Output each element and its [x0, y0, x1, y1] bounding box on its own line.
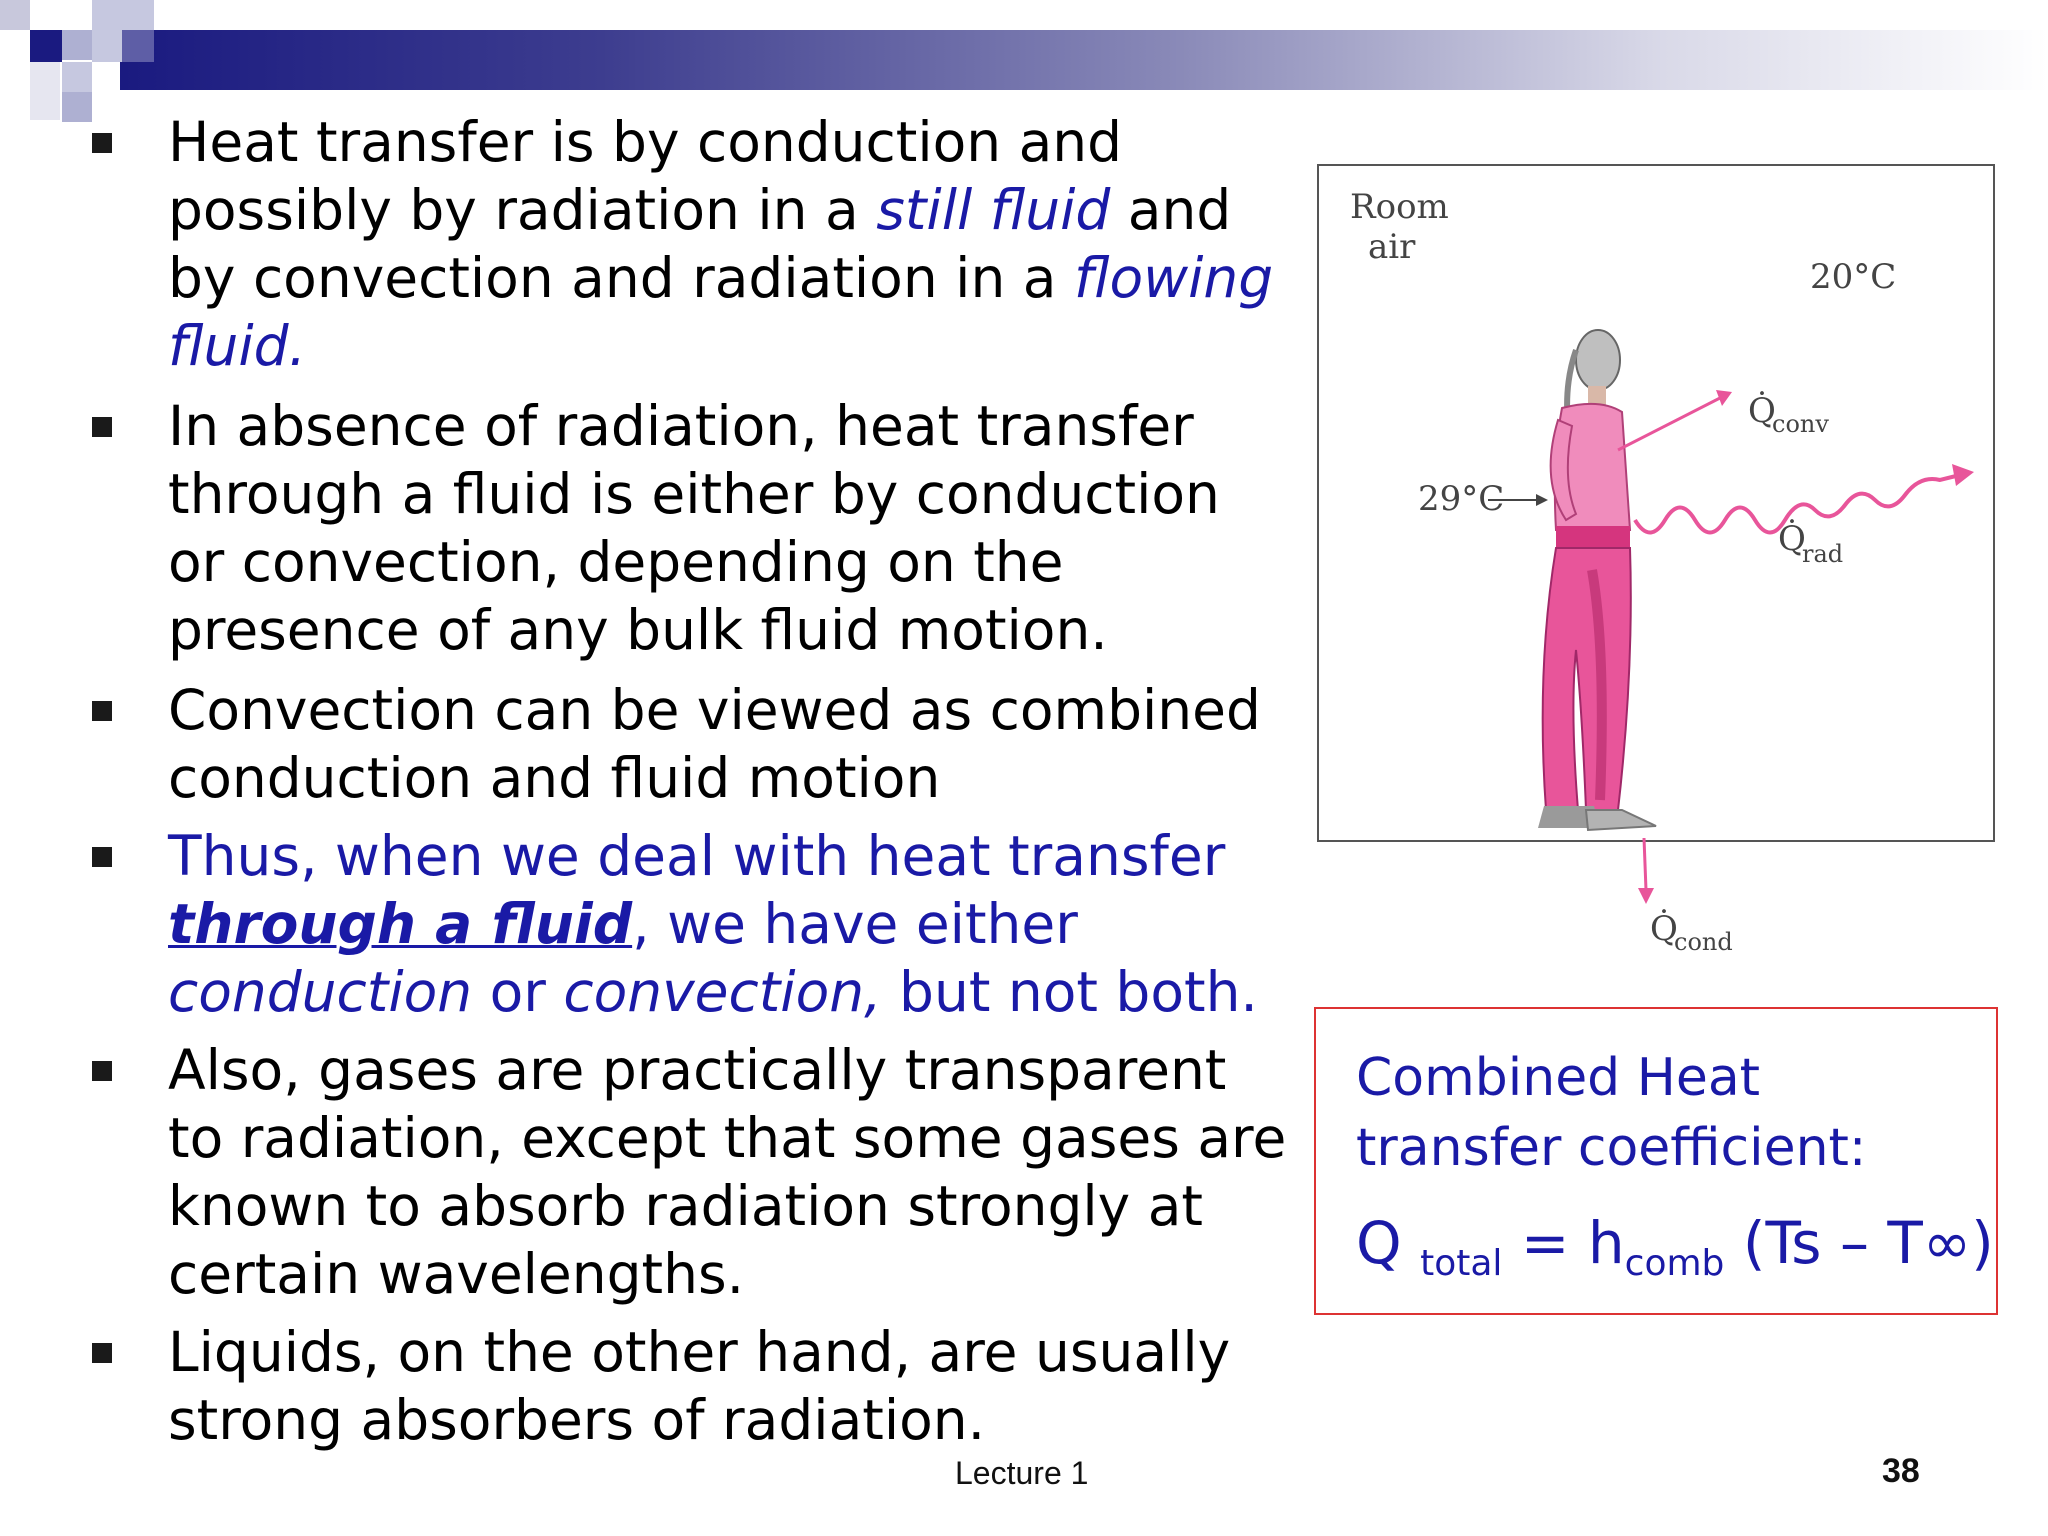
decor-square — [30, 62, 60, 120]
emphasis-text: convection, — [563, 960, 882, 1024]
bullet-text: and by convection and radiation in a — [168, 178, 1232, 310]
eq-h-sub: comb — [1624, 1243, 1725, 1284]
page-number: 38 — [1882, 1452, 1920, 1490]
decor-square — [30, 30, 62, 62]
bullet-text: Liquids, on the other hand, are usually strong absorbers of radiation. — [168, 1320, 1231, 1452]
bullet-text: Convection can be viewed as combined conduction and fluid motion — [168, 678, 1261, 810]
decor-square — [62, 62, 92, 92]
combined-title-line: transfer coefficient: — [1356, 1118, 1867, 1178]
bullet-item — [88, 676, 1288, 812]
convection-arrow-icon — [1618, 390, 1732, 450]
bullet-marker-icon — [92, 847, 112, 867]
bullet-text: or — [472, 960, 564, 1024]
q-rad-symbol: Q̇ — [1778, 519, 1806, 559]
q-conv-symbol: Q̇ — [1748, 391, 1776, 431]
decor-square — [62, 30, 92, 60]
q-conv-sub: conv — [1772, 410, 1829, 438]
bullet-marker-icon — [92, 701, 112, 721]
emphasis-text: conduction — [168, 960, 473, 1024]
combined-coefficient-box — [1314, 1007, 1998, 1315]
emphasis-text: still fluid — [876, 178, 1111, 242]
air-temp-label: 20°C — [1810, 257, 1897, 297]
q-cond-symbol: Q̇ — [1650, 909, 1678, 949]
bullet-marker-icon — [92, 133, 112, 153]
person-heat-transfer-figure — [1300, 150, 2020, 970]
bullet-item — [88, 392, 1288, 664]
bullet-item — [88, 108, 1288, 380]
emphasis-text: flowing fluid. — [168, 246, 1274, 378]
bullet-item — [88, 1036, 1288, 1308]
bullet-marker-icon — [92, 1343, 112, 1363]
conduction-arrow-icon — [1638, 838, 1654, 904]
q-rad-sub: rad — [1802, 540, 1844, 568]
combined-title — [1356, 1043, 1866, 1183]
header-banner — [120, 30, 2048, 90]
bullet-list — [88, 108, 1288, 1464]
air-label: air — [1368, 227, 1416, 267]
eq-q: Q — [1356, 1209, 1402, 1277]
eq-q-sub: total — [1420, 1243, 1503, 1284]
bullet-marker-icon — [92, 417, 112, 437]
bullet-text: Thus, when we deal with heat transfer — [168, 824, 1226, 888]
bullet-item — [88, 822, 1288, 1026]
eq-equals-h: = h — [1502, 1209, 1625, 1277]
bullet-text: but not both. — [881, 960, 1258, 1024]
person-icon — [1538, 330, 1656, 830]
bullet-text: Also, gases are practically transparent to radiation, except that some gases are known to absorb radiation strongly at certain wavelengths. — [168, 1038, 1287, 1306]
eq-rest: (Ts – T∞) — [1724, 1209, 1994, 1277]
bullet-text: , we have either — [632, 892, 1078, 956]
bullet-marker-icon — [92, 1061, 112, 1081]
bullet-text: In absence of radiation, heat transfer through a fluid is either by conduction or convection, depending on the presence of any bulk fluid motion. — [168, 394, 1220, 662]
bullet-text: Heat transfer is by conduction and possibly by radiation in a — [168, 110, 1123, 242]
skin-temp-label: 29°C — [1418, 479, 1505, 519]
q-cond-sub: cond — [1674, 928, 1733, 956]
bullet-item — [88, 1318, 1288, 1454]
combined-equation — [1356, 1209, 1994, 1284]
footer-lecture: Lecture 1 — [955, 1455, 1089, 1491]
emphasis-text: through a fluid — [168, 892, 633, 956]
decor-square — [122, 30, 154, 62]
room-label: Room — [1350, 187, 1449, 227]
decor-square — [0, 0, 30, 30]
combined-title-line: Combined Heat — [1356, 1048, 1761, 1108]
